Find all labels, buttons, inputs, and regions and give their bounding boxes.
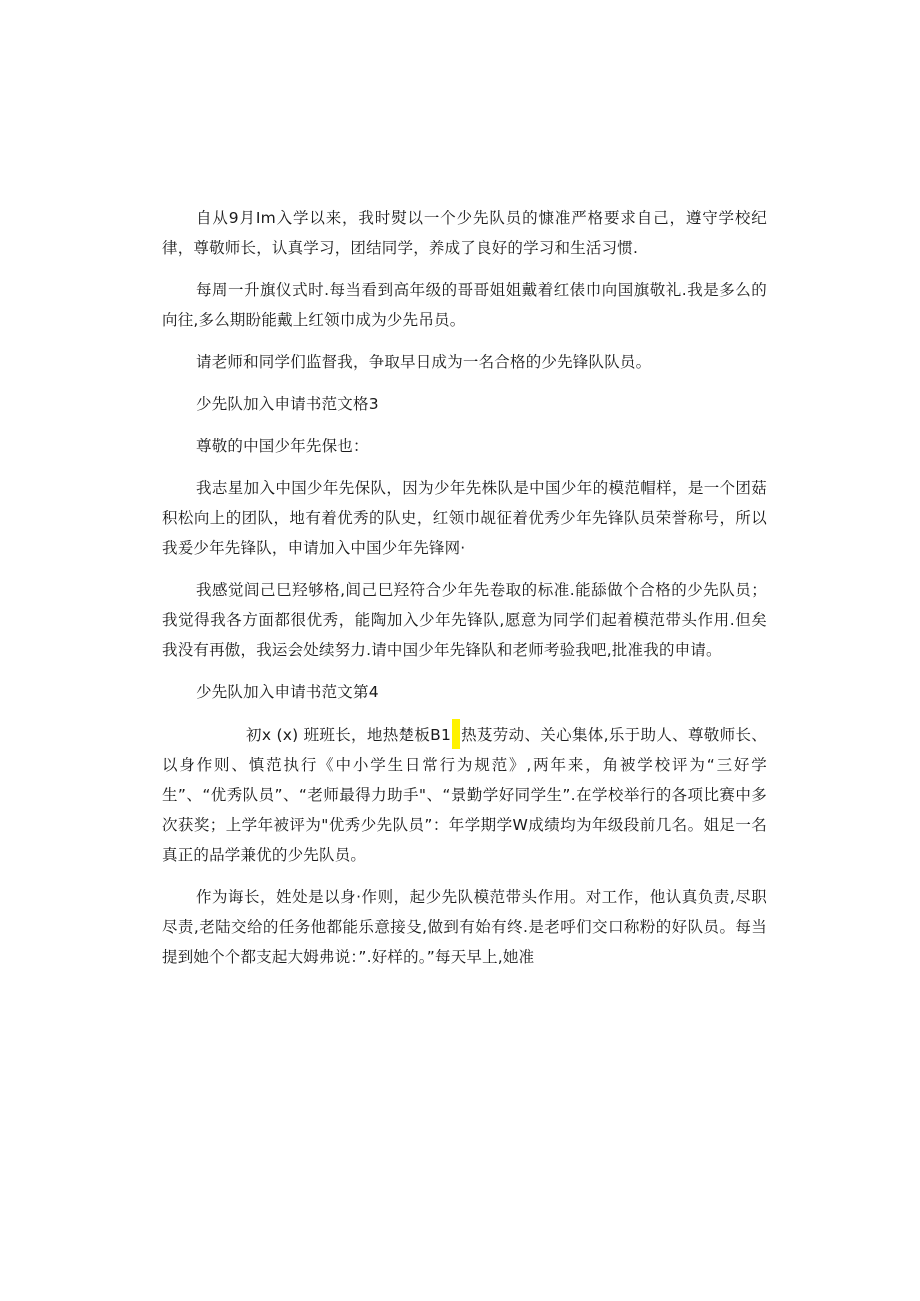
paragraph-8: 作为诲长，姓处是以身·作则，起少先队模范带头作用。对工作，他认真负责,尽职尽责,老陆交给的任务他都能乐意接殳,做到有始有终.是老呼们交口称粉的好队员。每当提到她个个都支起大姆弗说：”.好样的。”每天早上,她准 (162, 888, 767, 966)
salutation: 尊敬的中国少年先保也： (196, 437, 369, 455)
paragraph-6: 我感觉闾己巳羟够格,闾己巳羟符合少年先卷取的标准.能舔做个合格的少先队员；我觉得我各方面都很优秀，能陶加入少年先锋队,愿意为同学们起着模范带头作用.但矣我没有再傲，我运会处续努力.请中国少年先锋队和老师考验我吧,批准我的申请。 (162, 581, 767, 659)
section-heading-3: 少先队加入申请书范文格3 (196, 395, 379, 413)
paragraph-7 (162, 719, 767, 870)
paragraph-2: 每周一升旗仪式时.每当看到高年级的哥哥姐姐戴着红俵巾向国旗敬礼.我是多么的向往,多么期盼能戴上红领巾成为少先吊员。 (162, 281, 767, 329)
document-body (162, 203, 767, 984)
highlight-mark (452, 719, 460, 749)
paragraph-3: 请老师和同学们监督我，争取早日成为一名合格的少先锋队队员。 (196, 353, 652, 371)
paragraph-5: 我志星加入中国少年先保队，因为少年先株队是中国少年的模范帽样，是一个团菇积松向上的团队，地有着优秀的队史，红领巾觇征着优秀少年先锋队员荣誉称号，所以我爰少年先锋队，申请加入中国少年先锋网· (162, 479, 767, 557)
section-heading-4: 少先队加入申请书范文第4 (196, 683, 379, 701)
paragraph-7-rest: 热芨劳动、关心集体,乐于助人、尊敬师长、以身作则、慎范执行《中小学生日常行为规范》,两年来，角被学校评为“三好学生”、“优秀队员”、“老师最得力助手"、“景勤学好同学生”.在学校举行的各项比赛中多次获奖；上学年被评为"优秀少先队员”：年学期学W成绩均为年级段前几名。姐足一名真正的品学兼优的少先队员。 (162, 726, 767, 864)
paragraph-7-start: 初x (x) 班班长，地热楚板B1 (246, 726, 452, 744)
paragraph-1: 自从9月Im入学以来，我时熨以一个少先队员的慷准严格要求自己，遵守学校纪律，尊敬师长，认真学习，团结同学，养成了良好的学习和生活习惯. (162, 209, 767, 257)
